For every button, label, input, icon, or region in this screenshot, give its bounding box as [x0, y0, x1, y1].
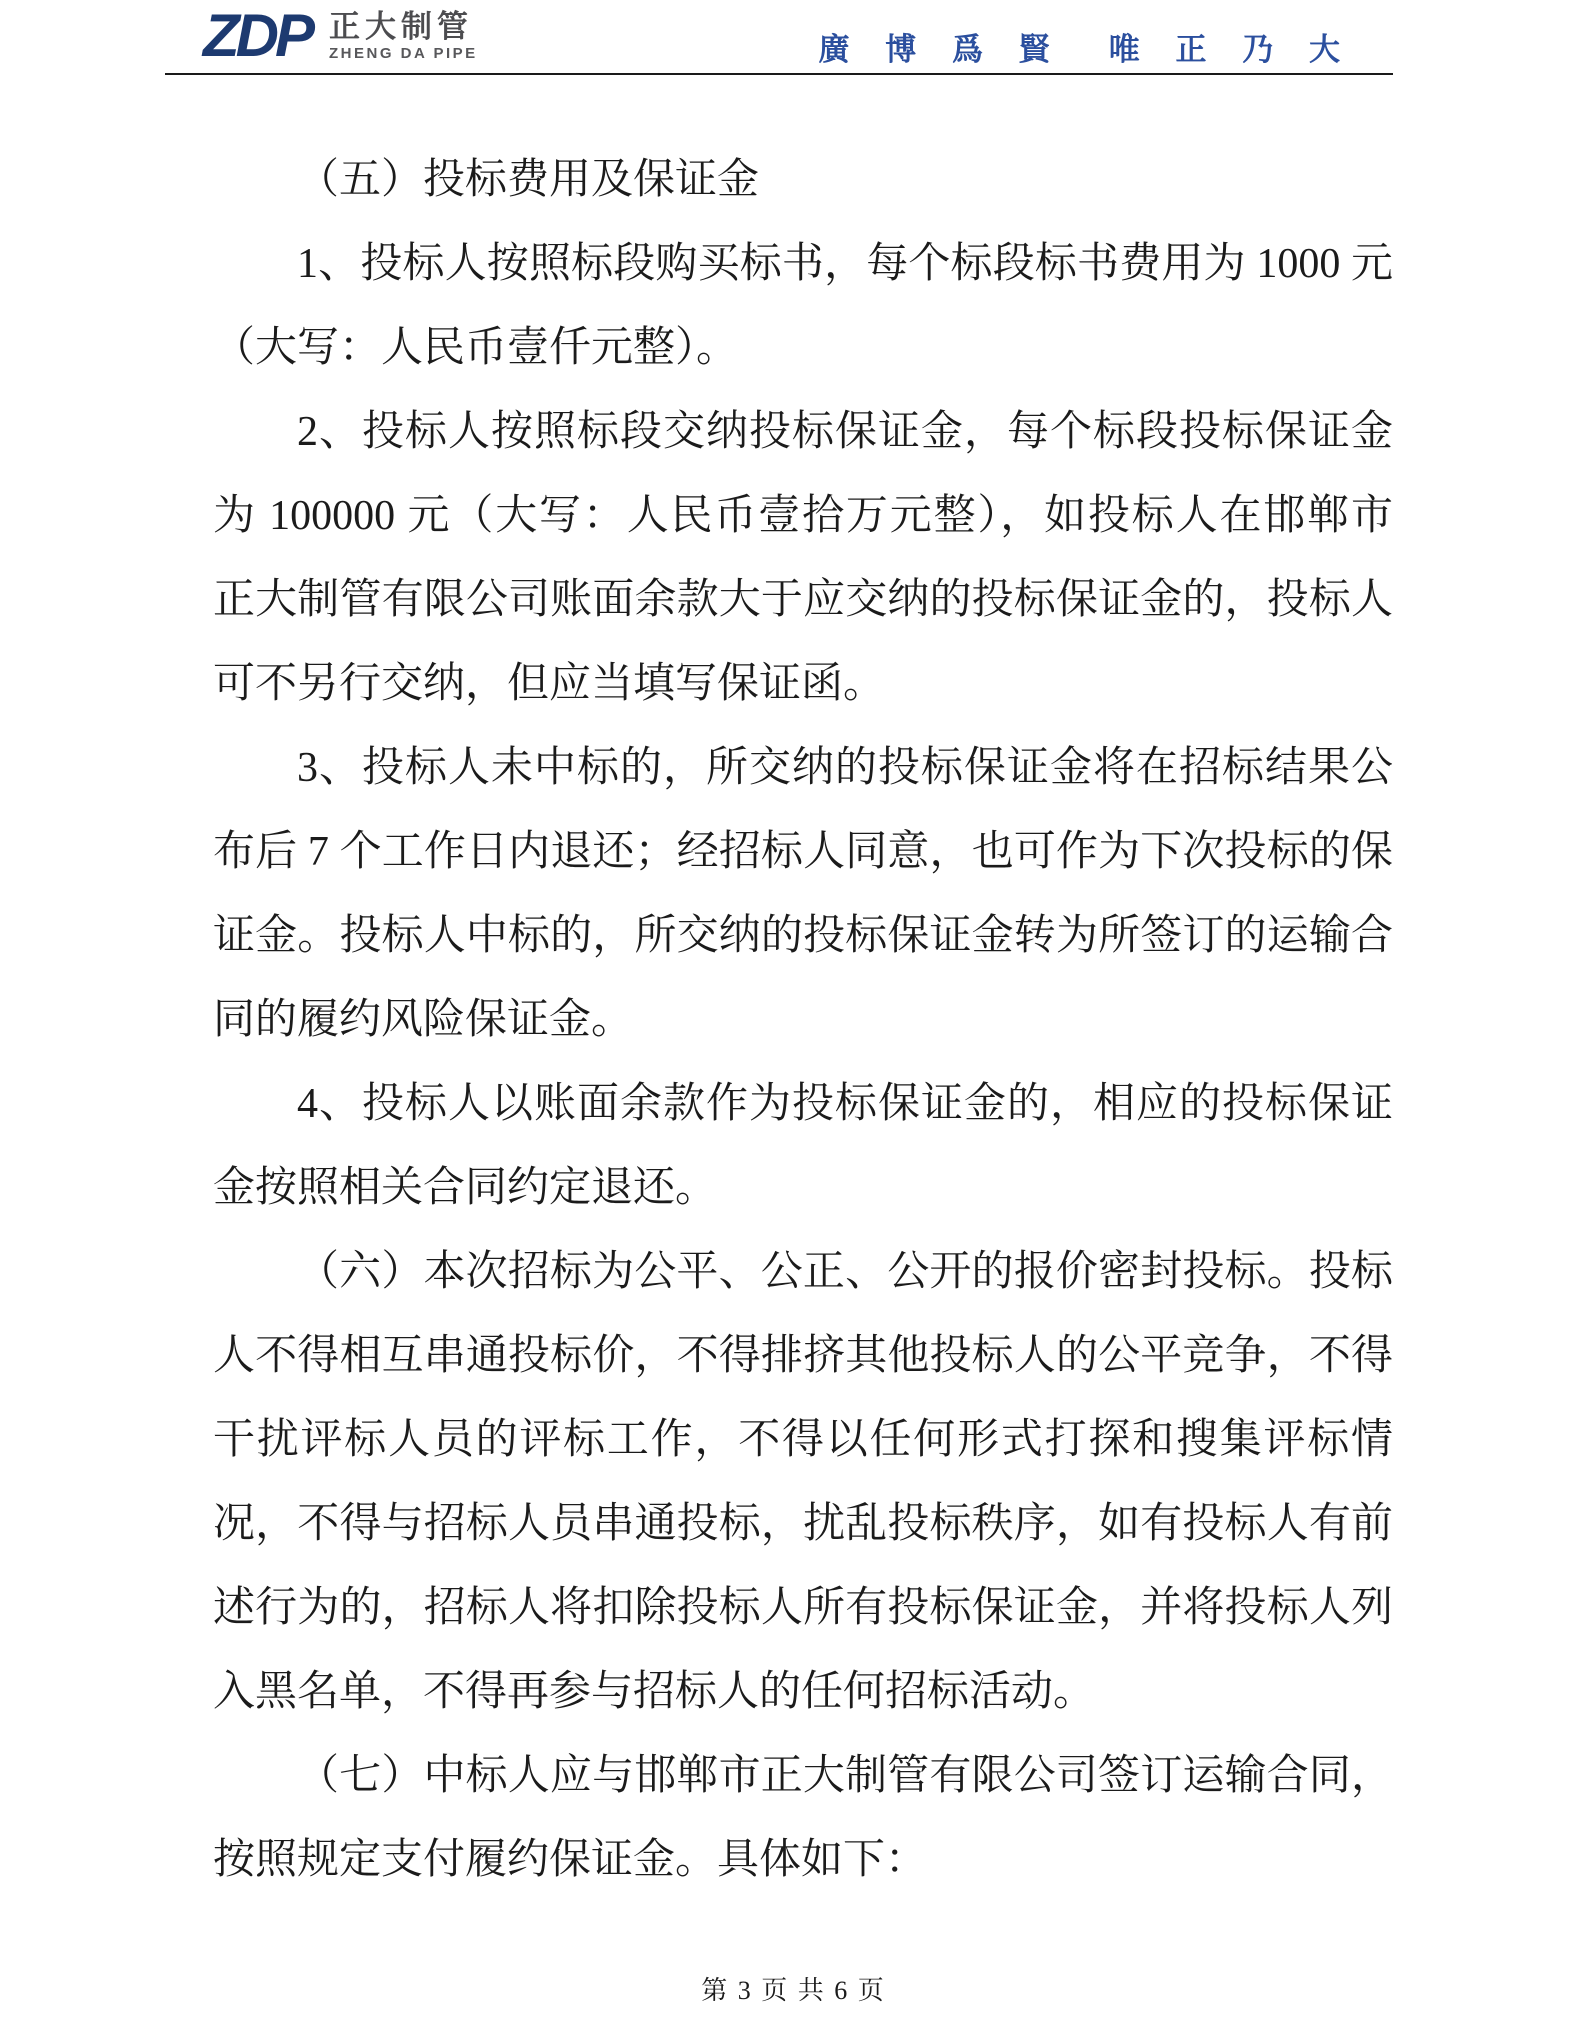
document-line: 况，不得与招标人员串通投标，扰乱投标秩序，如有投标人有前 — [213, 1501, 1393, 1547]
document-line: 证金。投标人中标的，所交纳的投标保证金转为所签订的运输合 — [213, 913, 1393, 959]
logo-names — [329, 8, 478, 62]
document-line: 3、投标人未中标的，所交纳的投标保证金将在招标结果公 — [297, 745, 1393, 791]
company-logo — [203, 2, 478, 69]
document-line: 正大制管有限公司账面余款大于应交纳的投标保证金的，投标人 — [213, 577, 1393, 623]
document-line: （大写：人民币壹仟元整）。 — [213, 325, 739, 371]
document-line: 按照规定支付履约保证金。具体如下： — [213, 1837, 928, 1883]
document-body — [213, 138, 1393, 1902]
page-number: 第 3 页 共 6 页 — [701, 1976, 886, 2005]
document-line: （六）本次招标为公平、公正、公开的报价密封投标。投标 — [297, 1249, 1393, 1295]
document-line: 金按照相关合同约定退还。 — [213, 1165, 718, 1211]
document-line: （七）中标人应与邯郸市正大制管有限公司签订运输合同， — [297, 1753, 1393, 1799]
document-line: 1、投标人按照标段购买标书，每个标段标书费用为 1000 元 — [297, 241, 1393, 287]
document-line: 2、投标人按照标段交纳投标保证金，每个标段投标保证金 — [297, 409, 1393, 455]
document-line: 为 100000 元（大写：人民币壹拾万元整），如投标人在邯郸市 — [213, 493, 1393, 539]
document-line: 同的履约风险保证金。 — [213, 997, 634, 1043]
document-line: 入黑名单，不得再参与招标人的任何招标活动。 — [213, 1669, 1096, 1715]
document-line: 人不得相互串通投标价，不得排挤其他投标人的公平竞争，不得 — [213, 1333, 1393, 1379]
header-divider — [165, 73, 1393, 75]
zdp-logo-mark: ZDP — [203, 2, 311, 69]
document-line: （五）投标费用及保证金 — [297, 157, 760, 203]
company-motto: 廣 博 爲 賢 唯 正 乃 大 — [818, 32, 1354, 67]
company-name-en: ZHENG DA PIPE — [329, 44, 478, 62]
document-line: 可不另行交纳，但应当填写保证函。 — [213, 661, 886, 707]
document-line: 干扰评标人员的评标工作，不得以任何形式打探和搜集评标情 — [213, 1417, 1393, 1463]
company-name-cn: 正大制管 — [329, 8, 473, 44]
document-line: 4、投标人以账面余款作为投标保证金的，相应的投标保证 — [297, 1081, 1393, 1127]
document-line: 布后 7 个工作日内退还；经招标人同意，也可作为下次投标的保 — [213, 829, 1393, 875]
document-line: 述行为的，招标人将扣除投标人所有投标保证金，并将投标人列 — [213, 1585, 1393, 1631]
